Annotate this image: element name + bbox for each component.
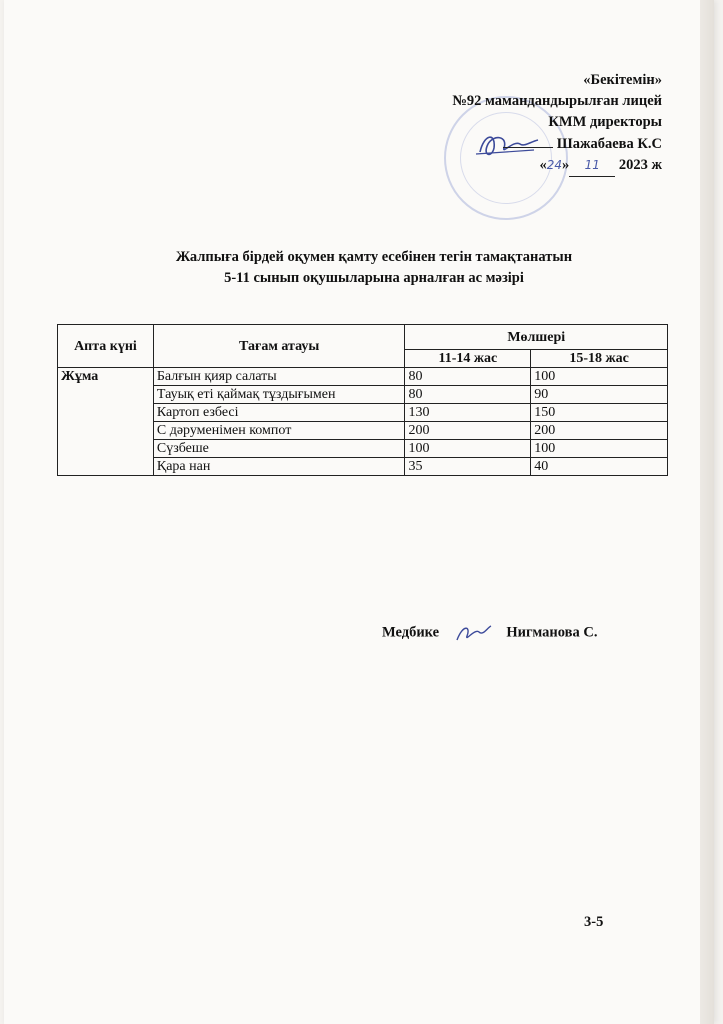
amount-11-14-cell: 130 bbox=[405, 404, 531, 422]
amount-11-14-cell: 200 bbox=[405, 422, 531, 440]
amount-15-18-cell: 40 bbox=[531, 458, 668, 476]
dish-cell: Балғын қияр салаты bbox=[153, 368, 405, 386]
header-dish: Тағам атауы bbox=[153, 325, 405, 368]
amount-15-18-cell: 100 bbox=[531, 368, 668, 386]
approval-lyceum: №92 мамандандырылған лицей bbox=[452, 93, 662, 109]
day-cell: Жұма bbox=[58, 368, 154, 476]
header-day: Апта күні bbox=[58, 325, 154, 368]
nurse-name: Нигманова С. bbox=[506, 624, 598, 641]
dish-cell: Сүзбеше bbox=[153, 440, 405, 458]
date-day: 24 bbox=[546, 158, 562, 172]
director-name: Шажабаева К.С bbox=[556, 136, 662, 152]
header-age-11-14: 11-14 жас bbox=[405, 350, 531, 368]
dish-cell: Тауық еті қаймақ тұздығымен bbox=[153, 386, 405, 404]
date-year: 2023 ж bbox=[618, 157, 662, 173]
approval-block bbox=[332, 70, 662, 177]
amount-11-14-cell: 100 bbox=[405, 440, 531, 458]
header-amount: Мөлшері bbox=[405, 325, 668, 350]
nurse-role: Медбике bbox=[382, 624, 440, 641]
document-page bbox=[4, 0, 714, 1024]
nurse-signoff bbox=[382, 622, 597, 644]
dish-cell: С дәруменімен компот bbox=[153, 422, 405, 440]
approval-position: КММ директоры bbox=[548, 114, 662, 130]
dish-cell: Қара нан bbox=[153, 458, 405, 476]
approval-date bbox=[332, 155, 662, 177]
approval-name-line bbox=[332, 133, 662, 155]
date-month-line bbox=[569, 155, 615, 177]
title-line-2: 5-11 сынып оқушыларына арналған ас мәзірі bbox=[224, 270, 524, 286]
menu-table bbox=[57, 324, 668, 476]
title-line-1: Жалпыға бірдей оқумен қамту есебінен тегін тамақтанатын bbox=[175, 249, 573, 265]
page-number: 3-5 bbox=[584, 914, 604, 930]
amount-11-14-cell: 35 bbox=[405, 458, 531, 476]
amount-15-18-cell: 150 bbox=[531, 404, 668, 422]
table-row bbox=[58, 368, 668, 386]
amount-15-18-cell: 200 bbox=[531, 422, 668, 440]
table-header-row bbox=[58, 325, 668, 350]
approval-heading: «Бекітемін» bbox=[583, 72, 662, 88]
page-edge bbox=[700, 0, 714, 1024]
signature-line bbox=[503, 133, 553, 148]
date-close-quote: » bbox=[561, 157, 570, 173]
document-title bbox=[124, 247, 624, 289]
amount-11-14-cell: 80 bbox=[405, 386, 531, 404]
nurse-signature bbox=[453, 622, 493, 644]
amount-11-14-cell: 80 bbox=[405, 368, 531, 386]
amount-15-18-cell: 100 bbox=[531, 440, 668, 458]
dish-cell: Картоп езбесі bbox=[153, 404, 405, 422]
date-month: 11 bbox=[584, 158, 600, 172]
date-open-quote: « bbox=[539, 157, 547, 173]
header-age-15-18: 15-18 жас bbox=[531, 350, 668, 368]
amount-15-18-cell: 90 bbox=[531, 386, 668, 404]
